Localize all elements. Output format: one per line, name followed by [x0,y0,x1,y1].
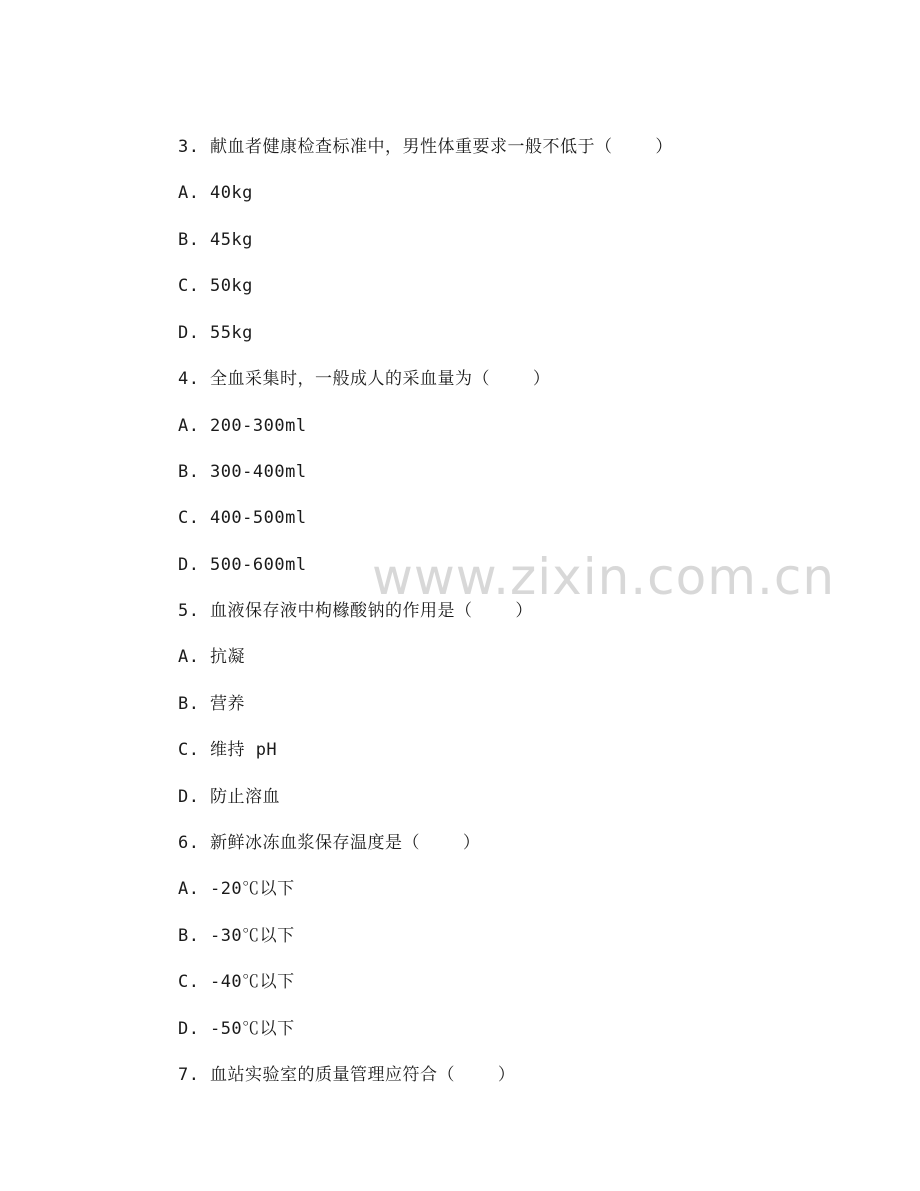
question-number: 3. [177,137,200,157]
question-3 [135,111,673,157]
option-label: A. [177,416,200,436]
option-label: A. [177,183,200,203]
option-3a [135,157,253,203]
option-label: D. [177,323,200,343]
option-text: 400-500ml [209,508,307,528]
option-label: C. [177,740,200,760]
option-text: 500-600ml [209,555,307,575]
option-6d [135,993,295,1039]
option-label: D. [177,555,200,575]
option-5a [135,621,245,667]
option-4a [135,390,307,436]
option-6b [135,900,295,946]
option-label: A. [177,879,200,899]
question-4 [135,343,551,389]
option-text: 45kg [209,230,253,250]
option-text: -40℃以下 [209,972,295,992]
option-label: D. [177,787,200,807]
question-7 [135,1039,516,1085]
option-text: 200-300ml [209,416,307,436]
question-number: 5. [177,601,200,621]
option-text: -30℃以下 [209,926,295,946]
option-label: B. [177,926,200,946]
option-text: -50℃以下 [209,1019,295,1039]
option-label: B. [177,694,200,714]
question-number: 4. [177,369,200,389]
question-text: 新鲜冰冻血浆保存温度是（ ） [209,833,481,853]
option-5b [135,668,245,714]
option-text: 抗凝 [209,647,245,667]
option-label: B. [177,462,200,482]
option-label: C. [177,508,200,528]
option-6a [135,853,295,899]
option-text: -20℃以下 [209,879,295,899]
question-number: 7. [177,1065,200,1085]
option-text: 300-400ml [209,462,307,482]
option-4b [135,436,307,482]
option-text: 50kg [209,276,253,296]
watermark: www.zixin.com.cn [372,548,836,606]
option-5c [135,714,278,760]
option-4d [135,529,307,575]
question-text: 全血采集时，一般成人的采血量为（ ） [209,369,551,389]
option-label: C. [177,972,200,992]
option-text: 营养 [209,694,245,714]
option-label: A. [177,647,200,667]
option-label: B. [177,230,200,250]
question-6 [135,807,481,853]
option-4c [135,482,307,528]
option-6c [135,946,295,992]
option-label: C. [177,276,200,296]
option-3d [135,297,253,343]
question-5 [135,575,533,621]
question-text: 献血者健康检查标准中，男性体重要求一般不低于（ ） [209,137,673,157]
option-text: 40kg [209,183,253,203]
option-label: D. [177,1019,200,1039]
question-number: 6. [177,833,200,853]
option-text: 55kg [209,323,253,343]
option-text: 维持 pH [209,740,278,760]
question-text: 血站实验室的质量管理应符合（ ） [209,1065,516,1085]
option-3c [135,250,253,296]
option-3b [135,204,253,250]
option-5d [135,761,280,807]
option-text: 防止溶血 [209,787,280,807]
question-text: 血液保存液中枸橼酸钠的作用是（ ） [209,601,533,621]
